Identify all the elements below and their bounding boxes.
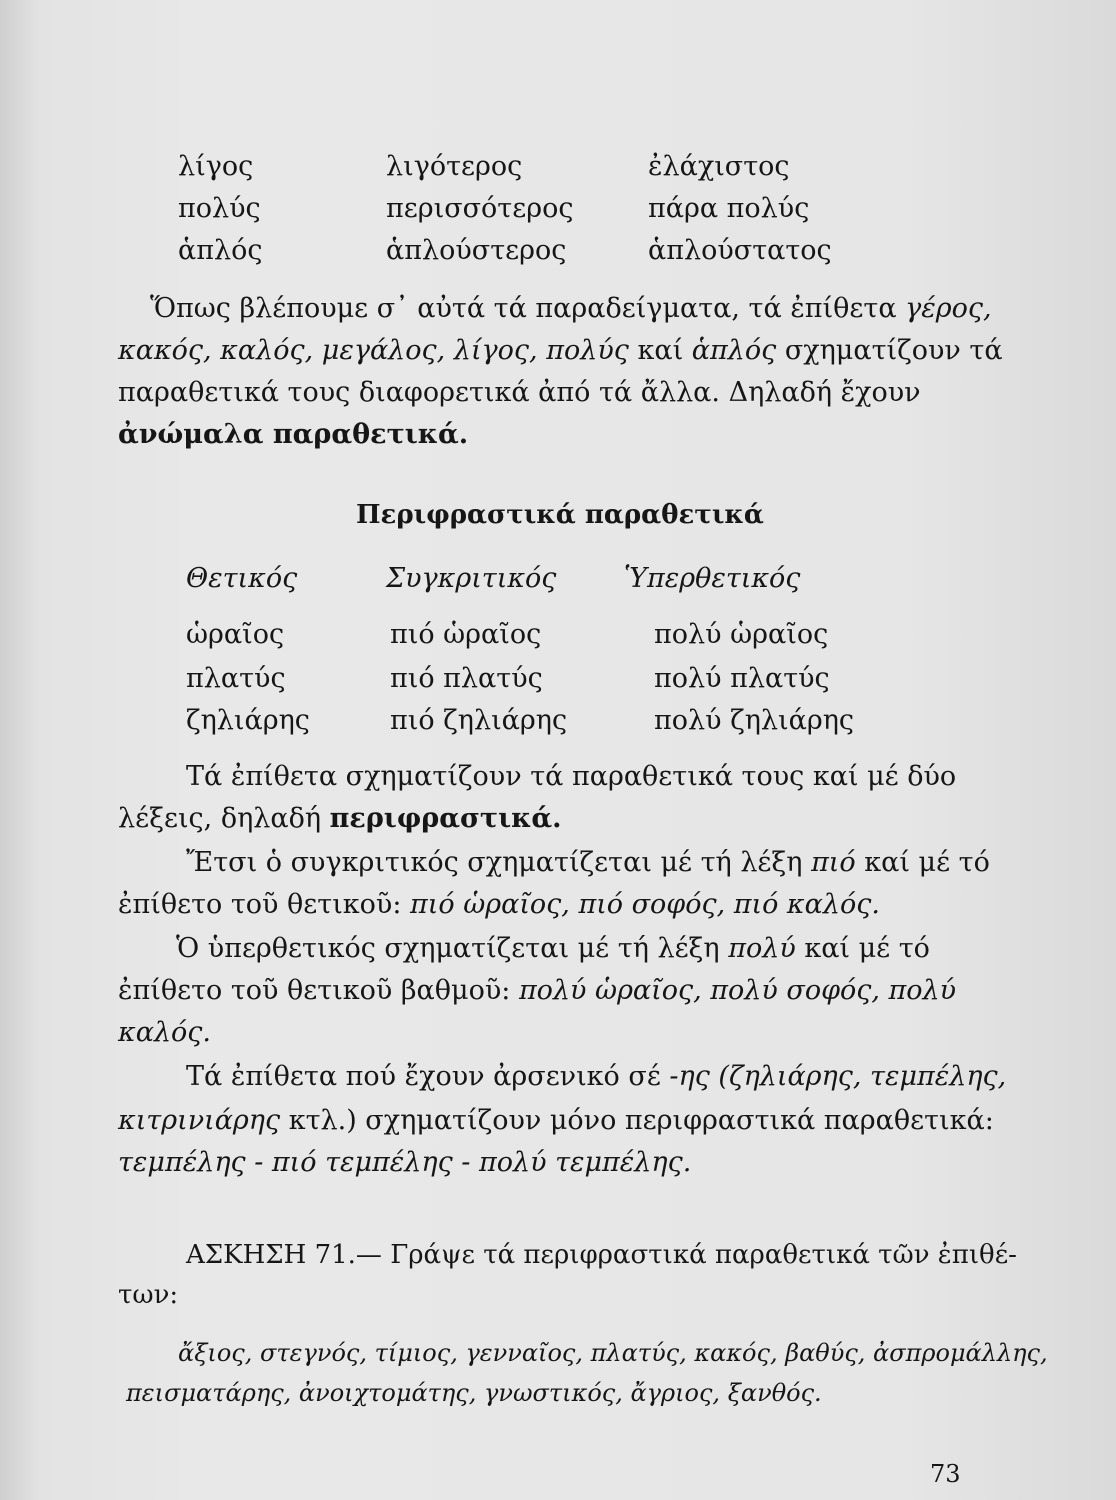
paragraph-line: Ὁ ὑπερθετικός σχηματίζεται μέ τή λέξη πολύ καί μέ τό (176, 933, 930, 964)
paragraph-line: ἐπίθετο τοῦ θετικοῦ: πιό ὡραῖος, πιό σοφός, πιό καλός. (118, 889, 880, 920)
table-cell: πιό ζηλιάρης (390, 705, 568, 736)
paragraph-line: τεμπέλης - πιό τεμπέλης - πολύ τεμπέλης. (118, 1147, 692, 1178)
table-cell: ζηλιάρης (186, 705, 310, 736)
column-header: Συγκριτικός (386, 563, 557, 594)
table-cell: πολύ ὡραῖος (654, 619, 829, 650)
column-header: Θετικός (186, 563, 298, 594)
paragraph-line: κιτρινιάρης κτλ.) σχηματίζουν μόνο περιφραστικά παραθετικά: (118, 1105, 994, 1136)
paragraph-line: Ἔτσι ὁ συγκριτικός σχηματίζεται μέ τή λέξη πιό καί μέ τό (186, 847, 990, 878)
table-cell: πιό πλατύς (390, 663, 543, 694)
table-cell: λιγότερος (386, 151, 523, 182)
paragraph-line: ἐπίθετο τοῦ θετικοῦ βαθμοῦ: πολύ ὡραῖος, πολύ σοφός, πολύ (118, 975, 957, 1006)
paragraph-line: λέξεις, δηλαδή περιφραστικά. (118, 803, 562, 834)
table-cell: πάρα πολύς (648, 193, 810, 224)
table-cell: πολύς (178, 193, 261, 224)
page-number: 73 (930, 1460, 961, 1488)
paragraph-line: Τά ἐπίθετα πού ἔχουν ἀρσενικό σέ -ης (ζηλιάρης, τεμπέλης, (186, 1061, 1007, 1092)
paragraph-line: Ὅπως βλέπουμε σ᾽ αὐτά τά παραδείγματα, τά ἐπίθετα γέρος, (150, 293, 992, 324)
table-cell: πολύ πλατύς (654, 663, 830, 694)
paragraph-line: παραθετικά τους διαφορετικά ἀπό τά ἄλλα. Δηλαδή ἔχουν (118, 377, 921, 408)
table-cell: ἐλάχιστος (648, 151, 790, 182)
table-cell: ἁπλούστερος (386, 235, 567, 266)
exercise-word-list: πεισματάρης, ἀνοιχτομάτης, γνωστικός, ἄγριος, ξανθός. (126, 1379, 822, 1407)
table-cell: ὡραῖος (186, 619, 285, 650)
exercise-title: ΑΣΚΗΣΗ 71.— Γράψε τά περιφραστικά παραθετικά τῶν ἐπιθέ- (186, 1240, 1017, 1270)
paragraph-line: Τά ἐπίθετα σχηματίζουν τά παραθετικά τους καί μέ δύο (186, 761, 957, 792)
table-cell: πλατύς (186, 663, 286, 694)
exercise-title-continuation: των: (118, 1280, 179, 1310)
paragraph-line: κακός, καλός, μεγάλος, λίγος, πολύς καί ἁπλός σχηματίζουν τά (118, 335, 1003, 366)
table-cell: περισσότερος (386, 193, 574, 224)
table-cell: ἁπλούστατος (648, 235, 832, 266)
paragraph-line: καλός. (118, 1017, 212, 1048)
table-cell: πιό ὡραῖος (390, 619, 542, 650)
column-header: Ὑπερθετικός (624, 563, 801, 594)
exercise-word-list: ἄξιος, στεγνός, τίμιος, γενναῖος, πλατύς, κακός, βαθύς, ἀσπρομάλλης, (178, 1339, 1048, 1367)
table-cell: λίγος (178, 151, 254, 182)
bold-term: ἀνώμαλα παραθετικά. (118, 419, 469, 450)
table-cell: πολύ ζηλιάρης (654, 705, 855, 736)
table-cell: ἁπλός (178, 235, 263, 266)
section-heading: Περιφραστικά παραθετικά (356, 500, 764, 530)
